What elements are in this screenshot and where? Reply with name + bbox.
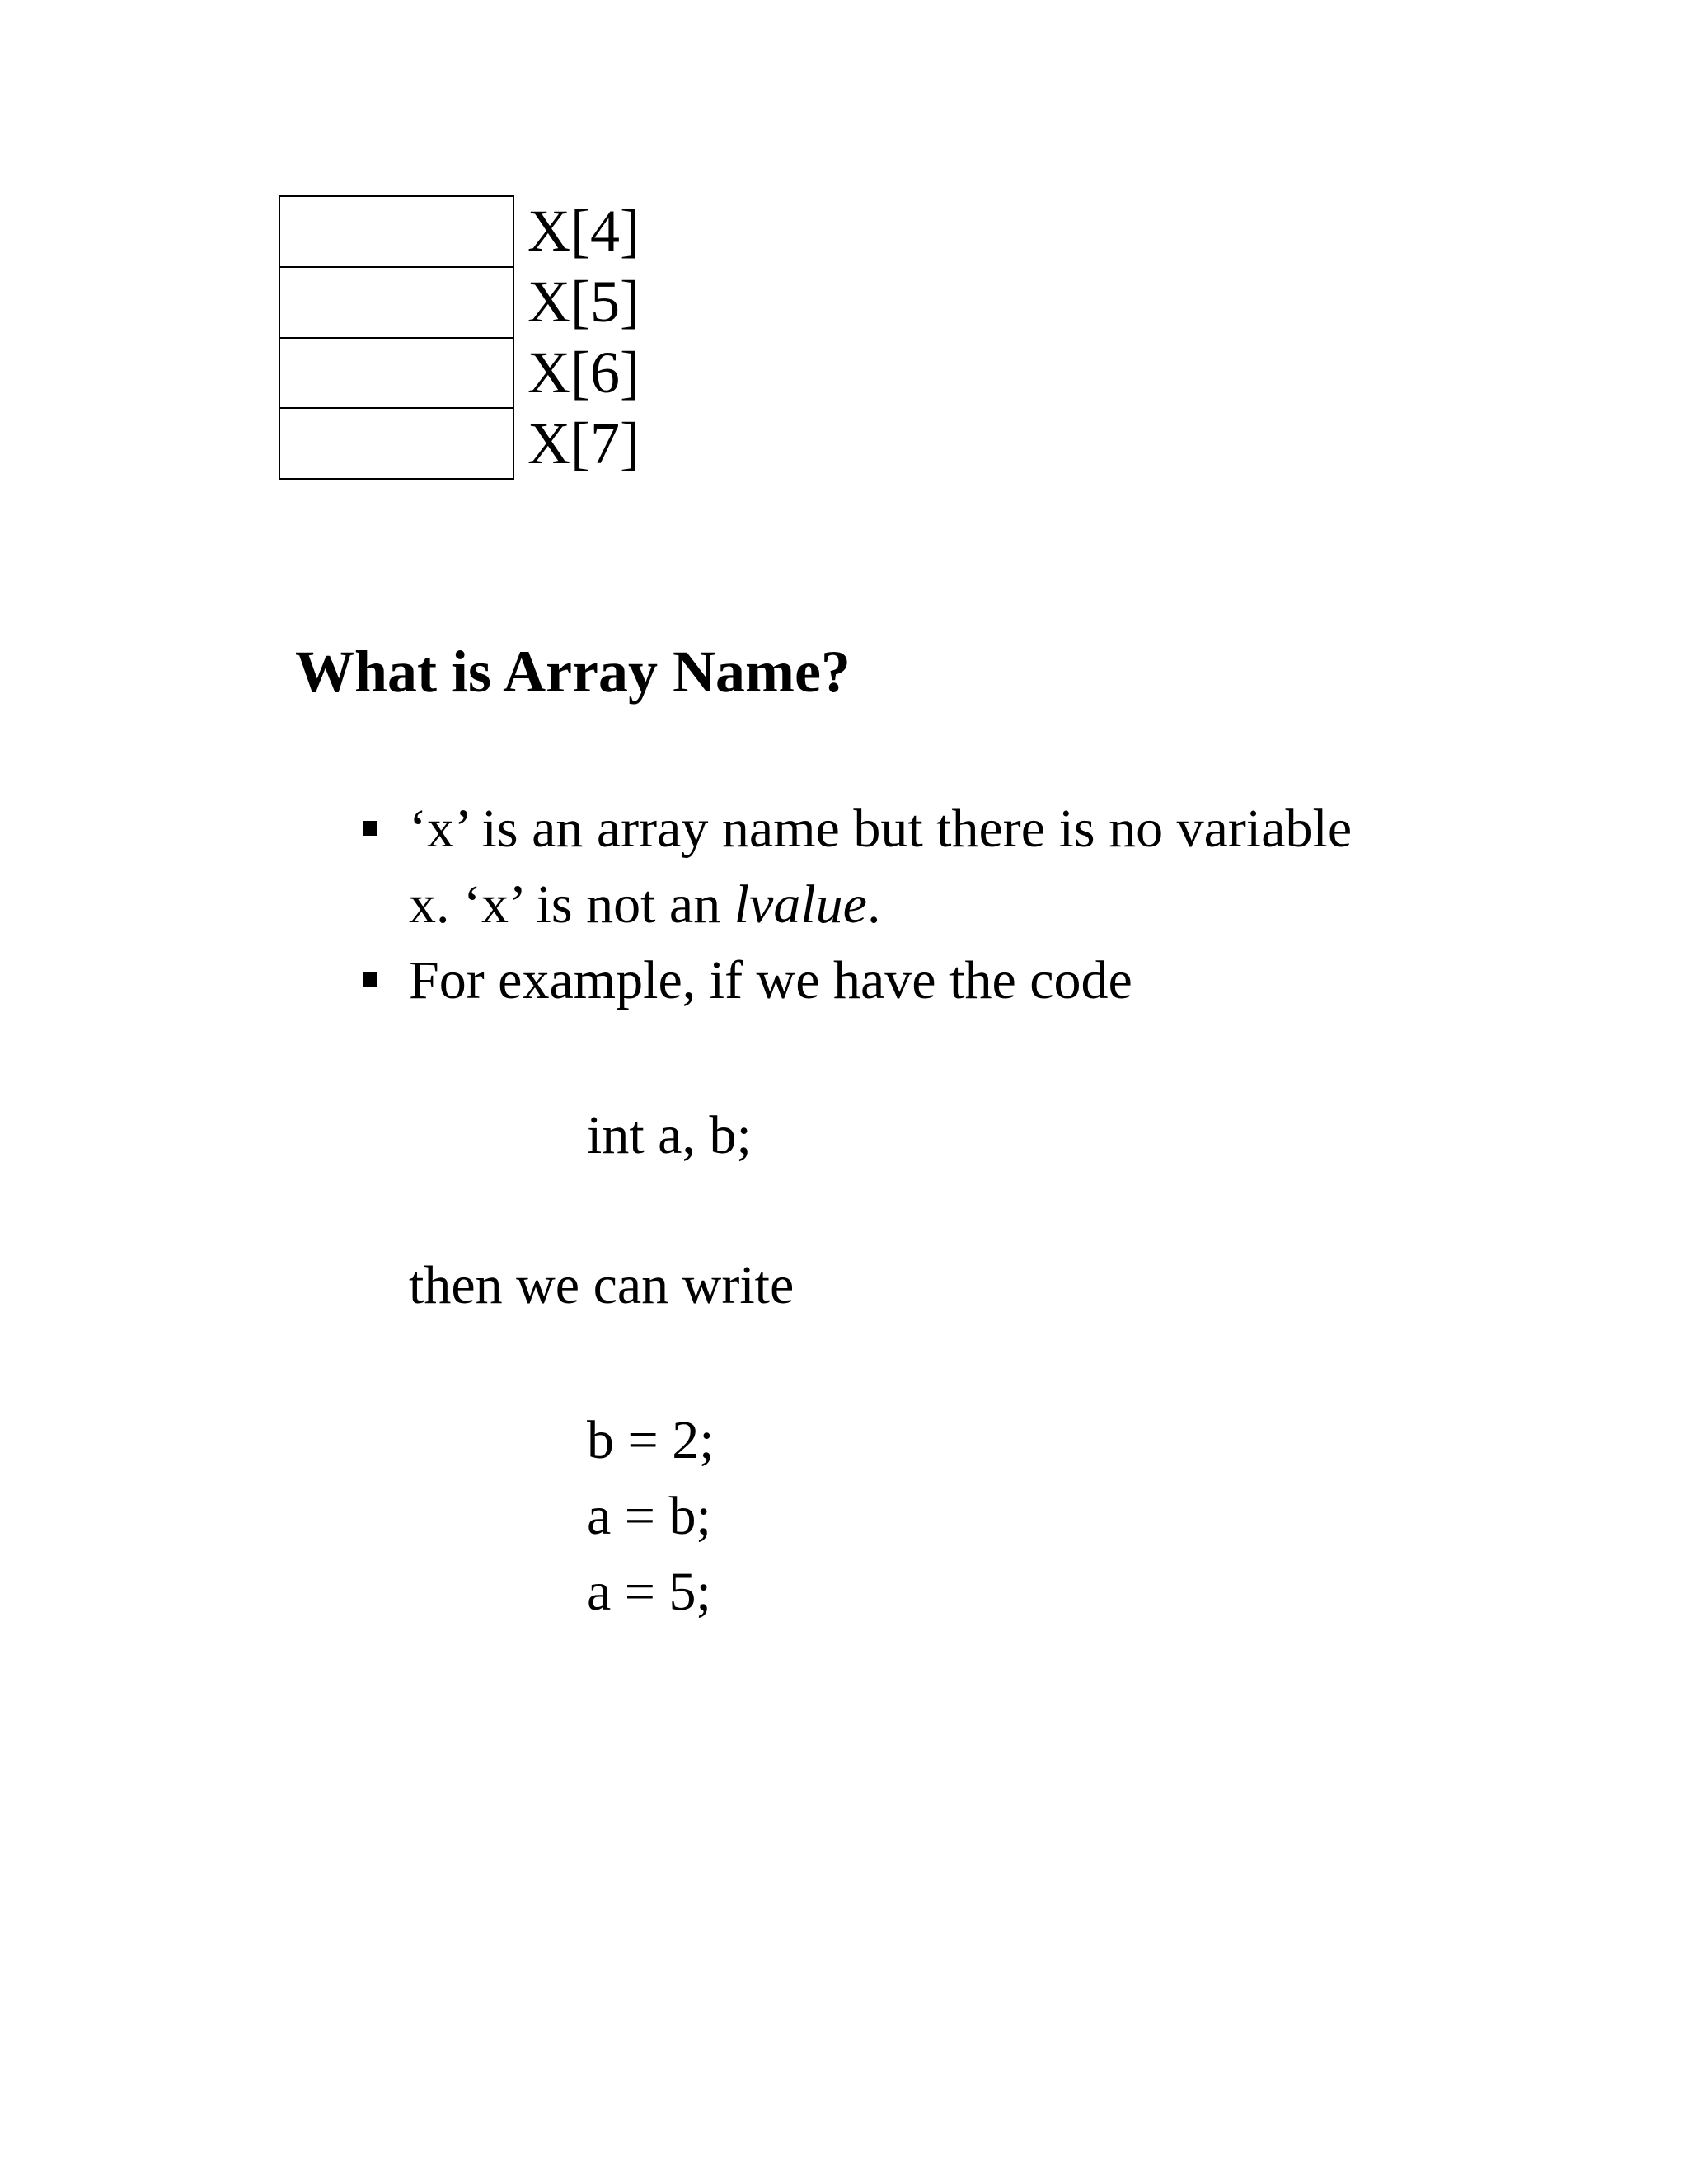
square-bullet-icon (363, 821, 377, 836)
array-diagram (279, 195, 640, 479)
bullet-text-suffix: . (866, 874, 881, 935)
bullet-text: ‘x’ is an array name but there is no variable (409, 799, 1353, 859)
lvalue-term: lvalue (734, 874, 867, 935)
bullet-text: For example, if we have the code (409, 950, 1132, 1010)
section-heading: What is Array Name? (295, 639, 851, 705)
array-label: X[6] (528, 340, 640, 405)
array-row (279, 266, 640, 337)
array-row (279, 408, 640, 479)
array-label: X[7] (528, 410, 640, 476)
array-cell (279, 337, 514, 408)
code-statement: a = 5; (587, 1562, 711, 1622)
array-row (279, 337, 640, 408)
array-cell (279, 266, 514, 337)
array-cell (279, 407, 514, 480)
transition-text: then we can write (409, 1255, 795, 1315)
code-statement: b = 2; (587, 1410, 715, 1470)
bullet-text-continuation (409, 867, 1517, 943)
code-declaration: int a, b; (587, 1105, 752, 1165)
bullet-item (363, 943, 1517, 1019)
array-row (279, 195, 640, 266)
bullet-text-prefix: x. ‘x’ is not an (409, 874, 734, 935)
array-cell (279, 195, 514, 266)
bullet-item (363, 791, 1517, 943)
square-bullet-icon (363, 972, 377, 987)
array-label: X[4] (528, 198, 640, 264)
code-statement: a = b; (587, 1486, 711, 1546)
bullet-list (363, 791, 1517, 1019)
array-label: X[5] (528, 269, 640, 335)
